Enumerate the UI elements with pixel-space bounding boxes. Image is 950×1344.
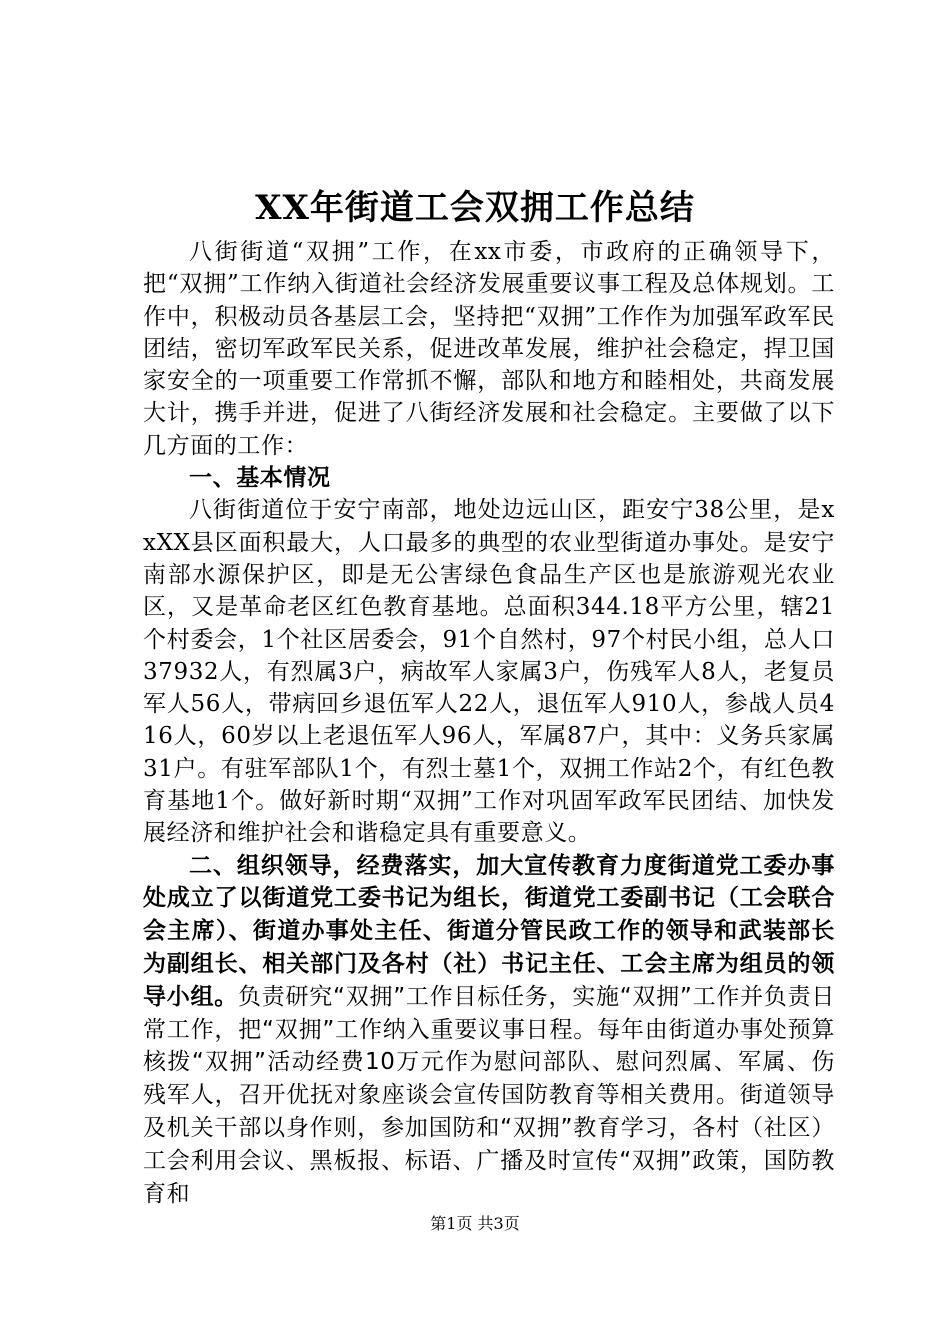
organization-body-text: 负责研究“双拥”工作目标任务，实施“双拥”工作并负责日常工作，把“双拥”工作纳入重要议事日程。每年由街道办事处预算核拨“双拥”活动经费10万元作为慰问部队、慰问烈属、军属、伤残军人，召开优抚对象座谈会宣传国防教育等相关费用。街道领导及机关干部以身作则，参加国防和“双拥”教育学习，各村（社区）工会利用会议、黑板报、标语、广播及时宣传“双拥”政策，国防教育和 <box>143 983 835 1207</box>
intro-paragraph: 八街街道“双拥”工作，在xx市委，市政府的正确领导下，把“双拥”工作纳入街道社会经济发展重要议事工程及总体规划。工作中，积极动员各基层工会，坚持把“双拥”工作作为加强军政军民团结，密切军政军民关系，促进改革发展，维护社会稳定，捍卫国家安全的一项重要工作常抓不懈，部队和地方和睦相处，共商发展大计，携手并进，促进了八街经济发展和社会稳定。主要做了以下几方面的工作： <box>143 239 835 459</box>
document-title: XX年街道工会双拥工作总结 <box>255 188 695 228</box>
section-heading-basic-situation: 一、基本情况 <box>189 465 331 492</box>
organization-lead-text: 二、组织领导，经费落实，加大宣传教育力度街道党工委办事处成立了以街道党工委书记为组长，街道党工委副书记（工会联合会主席）、街道办事处主任、街道分管民政工作的领导和武装部长为副组长、相关部门及各村（社）书记主任、工会主席为组员的领导小组。 <box>143 852 835 1010</box>
basic-situation-paragraph: 八街街道位于安宁南部，地处边远山区，距安宁38公里，是xxXX县区面积最大，人口最多的典型的农业型街道办事处。是安宁南部水源保护区，即是无公害绿色食品生产区也是旅游观光农业区，又是革命老区红色教育基地。总面积344.18平方公里，辖21个村委会，1个社区居委会，91个自然村，97个村民小组，总人口37932人，有烈属3户，病故军人家属3户，伤残军人8人，老复员军人56人，带病回乡退伍军人22人，退伍军人910人，参战人员416人，60岁以上老退伍军人96人，军属87户，其中：义务兵家属31户。有驻军部队1个，有烈士墓1个，双拥工作站2个，有红色教育基地1个。做好新时期“双拥”工作对巩固军政军民团结、加快发展经济和维护社会和谐稳定具有重要意义。 <box>143 497 835 847</box>
document-body <box>143 236 835 1210</box>
organization-paragraph <box>143 850 835 1211</box>
page-footer: 第1页 共3页 <box>430 1214 520 1233</box>
